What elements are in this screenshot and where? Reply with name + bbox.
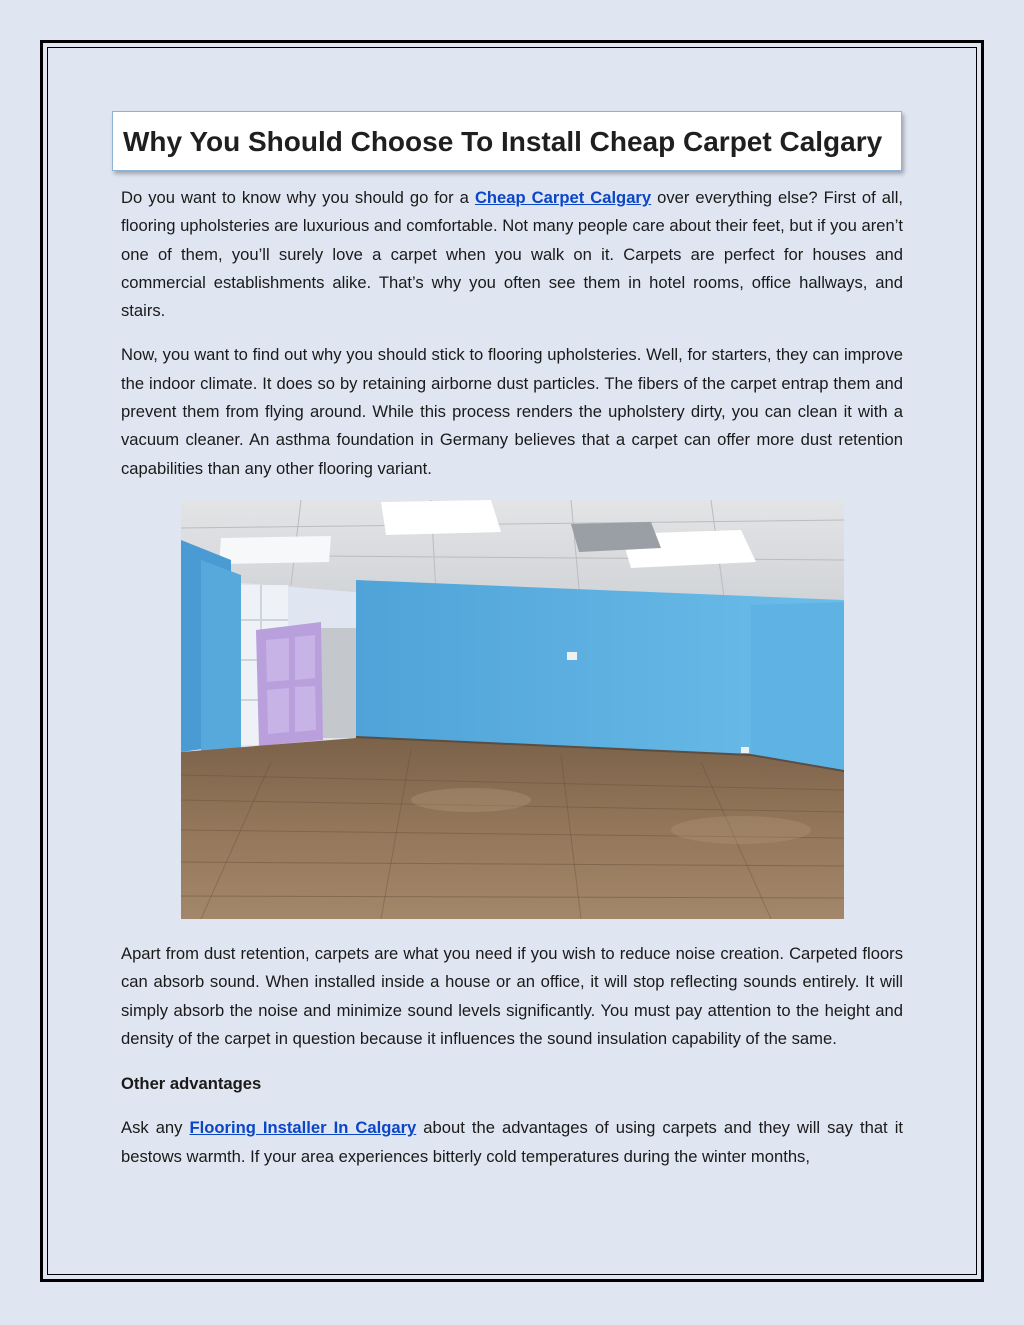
paragraph-intro-text-end: over everything else? First of all, flooring upholsteries are luxurious and comfortable. Not many people care about their feet, but if you aren’t one of them, you’ll surely love a carpet when you walk on it. Carpets are perfect for houses and commercial establishments alike. That’s why you often see them in hotel rooms, office hallways, and stairs. bbox=[121, 188, 903, 321]
room-photo bbox=[181, 500, 844, 919]
paragraph-intro bbox=[121, 184, 903, 325]
page-title: Why You Should Choose To Install Cheap Carpet Calgary bbox=[123, 126, 883, 157]
paragraph-noise: Apart from dust retention, carpets are what you need if you wish to reduce noise creation. Carpeted floors can absorb sound. When installed inside a house or an office, it will stop reflecting sounds entirely. It will simply absorb the noise and minimize sound levels significantly. You must pay attention to the height and density of the carpet in question because it influences the sound insulation capability of the same. bbox=[121, 943, 903, 1048]
document-body bbox=[121, 184, 903, 1171]
ceiling-light-2 bbox=[219, 536, 331, 564]
paragraph-intro-text-start: Do you want to know why you should go for a bbox=[121, 188, 475, 207]
paragraph-warmth-text-end: about the advantages of using carpets and they will say that it bestows warmth. If your area experiences bitterly cold temperatures during the winter months, bbox=[121, 1118, 903, 1166]
flooring-installer-link[interactable]: Flooring Installer In Calgary bbox=[189, 1118, 417, 1138]
paragraph-warmth-text-start: Ask any bbox=[121, 1118, 190, 1138]
title-box bbox=[112, 111, 902, 171]
heading-other-advantages: Other advantages bbox=[121, 1074, 262, 1094]
ceiling-light-1 bbox=[381, 500, 501, 535]
cheap-carpet-calgary-link[interactable]: Cheap Carpet Calgary bbox=[474, 188, 652, 207]
paragraph-indoor-climate: Now, you want to find out why you should stick to flooring upholsteries. Well, for starters, they can improve the indoor climate. It does so by retaining airborne dust particles. The fibers of the carpet entrap them and prevent them from flying around. While this process renders the upholstery dirty, you can clean it with a vacuum cleaner. An asthma foundation in Germany believes that a carpet can offer more dust retention capabilities than any other flooring variant. bbox=[121, 345, 903, 478]
paragraph-warmth bbox=[121, 1114, 903, 1171]
